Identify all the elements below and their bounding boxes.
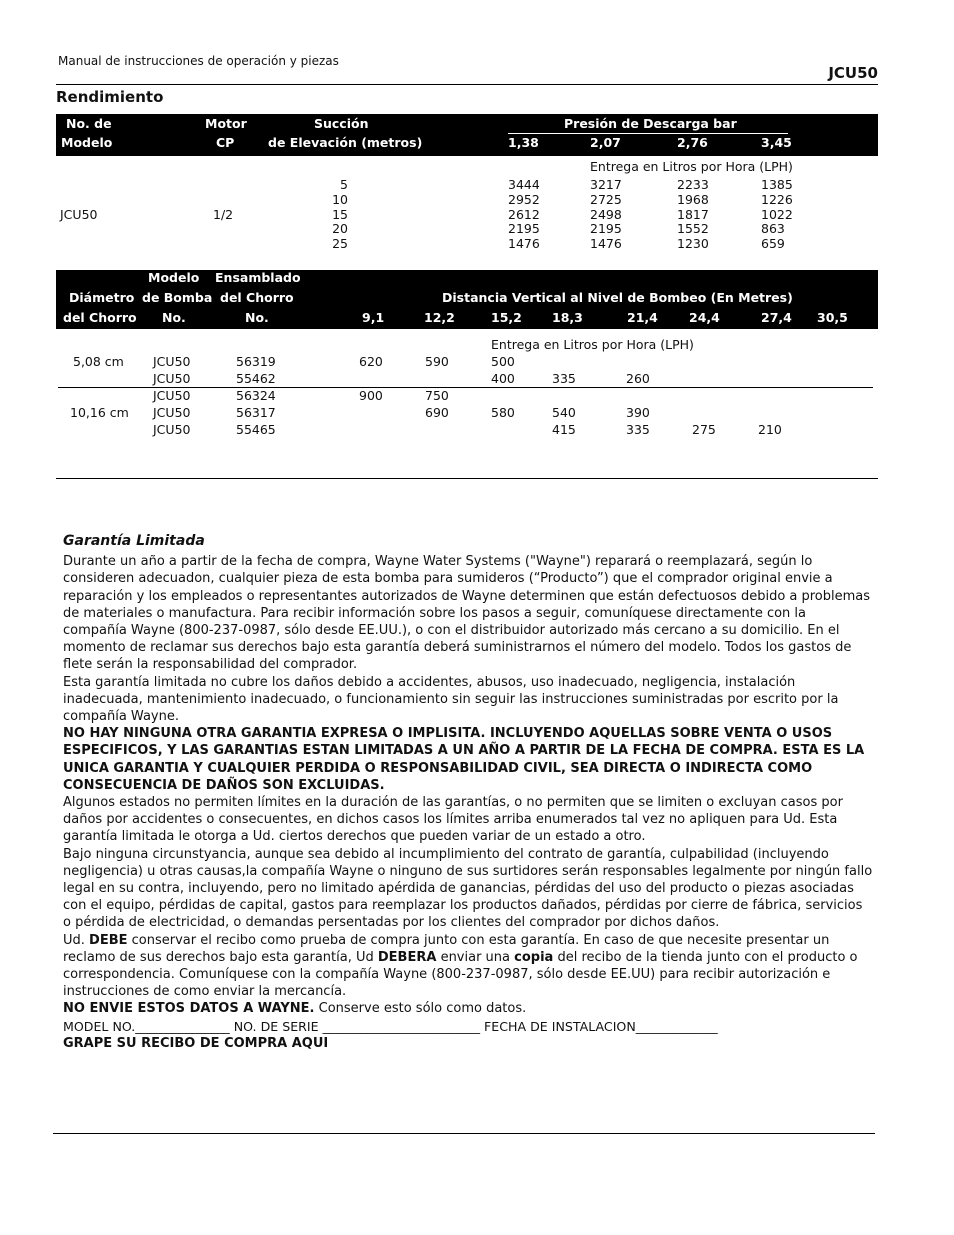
lph-cell: 590 [425,354,449,369]
lph-cell: 1817 [677,207,709,222]
pressure-4: 3,45 [761,135,792,150]
lph-cell: 2233 [677,177,709,192]
lph-cell: 335 [626,422,650,437]
model-label: JCU50 [828,64,878,82]
lph-cell: 2612 [508,207,540,222]
lph-cell: 1476 [590,236,622,251]
col-pressure-header: Presión de Descarga bar [564,116,737,131]
pump-cell: JCU50 [153,371,191,386]
warranty-disclaimer: NO HAY NINGUNA OTRA GARANTIA EXPRESA O IMPLISITA. INCLUYENDO AQUELLAS SOBRE VENTA O USOS ESPECIFICOS, Y LAS GARANTIAS ESTAN LIMITADAS A UN AÑO A PARTIR DE LA FECHA DE COMPRA. ESTA ES LA UNICA GARANTIA Y CUALQUIER PERDIDA O RESPONSABILIDAD CIVIL, SEA DIRECTA O INDIRECTA COMO CONSECUENCIA DE DAÑOS SON EXCLUIDAS. [63,726,865,793]
lph-cell: 1022 [761,207,793,222]
text-run-bold: NO ENVIE ESTOS DATOS A WAYNE. [63,1001,315,1017]
lph-cell: 1552 [677,221,709,236]
pump-cell: JCU50 [153,405,191,420]
lph-cell: 1476 [508,236,540,251]
lph-cell: 2195 [508,221,540,236]
distance-8: 30,5 [817,310,848,325]
lph-cell: 620 [359,354,383,369]
text-run: Ud. [63,932,90,948]
warranty-receipt-paragraph [63,932,873,1001]
lph-cell: 275 [692,422,716,437]
jet-cell: 56324 [236,388,276,403]
warranty-paragraph: Durante un año a partir de la fecha de compra, Wayne Water Systems ("Wayne") reparará o reemplazará, según lo consideren adecuadon, cualquier pieza de esta bomba para sumideros (“Producto”) que el comprador original envie a reparación y los empleados o representantes autorizados de Wayne determinen que están defectuosos debido a problemas de materiales o manufactura. Para recibir información sobre los pasos a seguir, comuníquese directamente con la compañía Wayne (800-237-0987, sólo desde EE.UU.), o con el distribuidor autorizado más cercano a su domicilio. En el momento de reclamar sus derechos bajo esta garantía deberá suministrarnos el número del modelo. Todos los gastos de flete serán la responsabilidad del comprador. [63,554,871,673]
lph-cell: 2195 [590,221,622,236]
col-suction-header-1: Succión [314,116,369,131]
col-jet-header-2: del Chorro [220,290,294,305]
lph-cell: 1385 [761,177,793,192]
hp-cell: 1/2 [213,207,234,222]
warranty-paragraph: Bajo ninguna circunstyancia, aunque sea debido al incumplimiento del contrato de garantía, culpabilidad (incluyendo negligencia) u otras causas,la compañía Wayne o ninguno de sus surtidores serán responsables legalmente por ningún fallo legal en su contra, incluyendo, pero no limitado apérdida de ganancias, pérdidas del uso del producto o piezas asociadas con el equipo, pérdidas de capital, gastos para reemplazar los productos dañados, pérdidas por cierre de fábrica, servicios o pérdida de electricidad, o demandas persentadas por los clientes del comprador por dichos daños. [63,846,873,931]
warranty-paragraph: Algunos estados no permiten límites en la duración de las garantías, o no permiten que se limiten o excluyan casos por daños por accidentes o consecuentes, en dichos casos los límites arriba enumerados tal vez no apliquen para Ud. Esta garantía limitada le otorga a Ud. ciertos derechos que pueden variar de un estado a otro. [63,795,843,845]
lph-cell: 3217 [590,177,622,192]
warranty-paragraph: Esta garantía limitada no cubre los daños debido a accidentes, abusos, uso inadecuado, negligencia, instalación inadecuada, mantenimiento inadecuado, o funcionamiento sin seguir las instrucciones suministradas por escrito por la compañía Wayne. [63,674,839,725]
lph-cell: 1968 [677,192,709,207]
warranty-title: Garantía Limitada [63,533,205,549]
distance-6: 24,4 [689,310,720,325]
col-distance-header: Distancia Vertical al Nivel de Bombeo (En Metres) [442,290,793,305]
text-run-bold: DEBERA [377,949,437,965]
col-diameter-header-1: Diámetro [69,290,135,305]
distance-1: 9,1 [362,310,385,325]
footer-rule [53,1133,875,1134]
text-run: conservar el recibo como prueba de compra junto con esta garantía. En caso de que necesite presentar un reclamo de sus derechos bajo esta garantía, Ud [63,932,830,965]
text-run: Conserve esto sólo como datos. [314,1001,527,1017]
lph-cell: 2498 [590,207,622,222]
diameter-cell: 5,08 cm [73,354,124,369]
distance-5: 21,4 [627,310,658,325]
lift-cell: 5 [340,177,348,192]
jet-cell: 56317 [236,405,276,420]
lift-cell: 15 [332,207,348,222]
text-run-bold: DEBE [89,932,128,948]
pressure-2: 2,07 [590,135,621,150]
lph-cell: 400 [491,371,515,386]
distance-3: 15,2 [491,310,522,325]
staple-receipt-label: GRAPE SU RECIBO DE COMPRA AQUI [63,1035,329,1051]
col-diameter-header-2: del Chorro [63,310,137,325]
col-hp-header-2: CP [216,135,235,150]
lph-cell: 500 [491,354,515,369]
pressure-1: 1,38 [508,135,539,150]
jet-cell: 55462 [236,371,276,386]
diameter-cell: 10,16 cm [70,405,129,420]
pressure-header-underline [508,133,788,134]
do-not-send-notice [63,1000,873,1017]
table-bottom-rule [56,478,878,479]
col-model-header-2: Modelo [61,135,113,150]
lph-subheader: Entrega en Litros por Hora (LPH) [590,159,793,174]
lph-subheader: Entrega en Litros por Hora (LPH) [491,337,694,352]
distance-2: 12,2 [424,310,455,325]
col-model-header-1: No. de [66,116,112,131]
lph-cell: 750 [425,388,449,403]
lph-cell: 210 [758,422,782,437]
record-form-line: MODEL NO._______________ NO. DE SERIE _________________________ FECHA DE INSTALACION_____________ [63,1018,718,1034]
jet-table-header [56,270,878,329]
distance-4: 18,3 [552,310,583,325]
lph-cell: 863 [761,221,785,236]
lift-cell: 10 [332,192,348,207]
lph-cell: 580 [491,405,515,420]
jet-cell: 56319 [236,354,276,369]
lph-cell: 690 [425,405,449,420]
performance-table-header [56,114,878,156]
lph-cell: 1230 [677,236,709,251]
pump-cell: JCU50 [153,388,191,403]
col-jet-header-3: No. [245,310,269,325]
lph-cell: 260 [626,371,650,386]
model-cell: JCU50 [60,207,98,222]
warranty-section [63,533,873,1052]
pump-cell: JCU50 [153,354,191,369]
col-pump-header-3: No. [162,310,186,325]
lph-cell: 540 [552,405,576,420]
col-hp-header-1: Motor [205,116,247,131]
lift-cell: 25 [332,236,348,251]
lift-cell: 20 [332,221,348,236]
header-rule [56,84,878,85]
distance-7: 27,4 [761,310,792,325]
lph-cell: 900 [359,388,383,403]
section-title: Rendimiento [56,88,164,106]
lph-cell: 415 [552,422,576,437]
lph-cell: 3444 [508,177,540,192]
lph-cell: 1226 [761,192,793,207]
text-run: del recibo de la tienda junto con el producto o correspondencia. Comuníquese con la compañía Wayne (800-237-0987, sólo desde EE.UU) para recibir autorización e instrucciones de como enviar la mercancía. [63,949,858,1000]
document-title: Manual de instrucciones de operación y piezas [58,54,339,68]
pressure-3: 2,76 [677,135,708,150]
text-run: enviar una [436,949,515,965]
col-pump-header-2: de Bomba [142,290,213,305]
jet-cell: 55465 [236,422,276,437]
lph-cell: 2952 [508,192,540,207]
lph-cell: 335 [552,371,576,386]
text-run-bold: copia [514,949,554,965]
lph-cell: 390 [626,405,650,420]
col-jet-header-1: Ensamblado [215,270,301,285]
pump-cell: JCU50 [153,422,191,437]
lph-cell: 2725 [590,192,622,207]
col-pump-header-1: Modelo [148,270,200,285]
lph-cell: 659 [761,236,785,251]
col-suction-header-2: de Elevación (metros) [268,135,423,150]
